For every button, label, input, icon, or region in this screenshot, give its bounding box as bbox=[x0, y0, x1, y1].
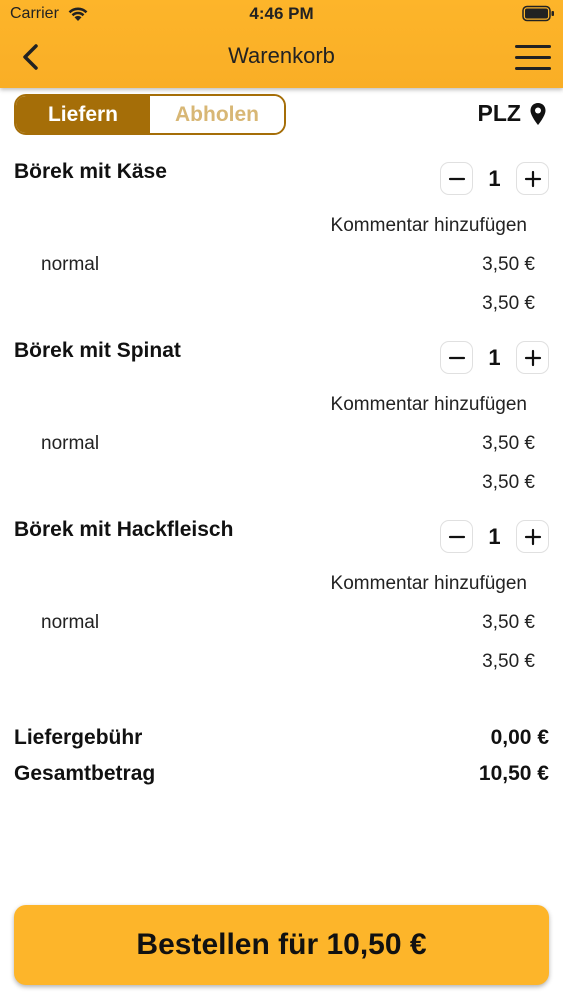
quantity-stepper bbox=[440, 520, 549, 553]
variant-price: 3,50 € bbox=[482, 433, 535, 454]
increase-button[interactable] bbox=[516, 162, 549, 195]
total-label: Gesamtbetrag bbox=[14, 762, 156, 785]
add-comment-link[interactable]: Kommentar hinzufügen bbox=[330, 573, 527, 594]
pickup-tab[interactable]: Abholen bbox=[150, 96, 284, 133]
delivery-mode-toggle bbox=[14, 94, 286, 135]
variant-price: 3,50 € bbox=[482, 254, 535, 275]
delivery-fee-value: 0,00 € bbox=[490, 726, 549, 749]
add-comment-link[interactable]: Kommentar hinzufügen bbox=[330, 215, 527, 236]
cart-item bbox=[0, 160, 563, 330]
status-time: 4:46 PM bbox=[249, 4, 314, 23]
plus-icon bbox=[524, 170, 542, 188]
minus-icon bbox=[448, 528, 466, 546]
decrease-button[interactable] bbox=[440, 341, 473, 374]
location-pin-icon bbox=[529, 102, 547, 126]
hamburger-icon bbox=[515, 45, 551, 48]
top-bar bbox=[0, 0, 563, 88]
item-total: 3,50 € bbox=[482, 472, 535, 493]
cart-item bbox=[0, 518, 563, 688]
item-variant: normal bbox=[41, 254, 100, 275]
quantity-value: 1 bbox=[488, 165, 501, 191]
order-button[interactable]: Bestellen für 10,50 € bbox=[14, 905, 549, 985]
quantity-stepper bbox=[440, 341, 549, 374]
delivery-fee-row bbox=[14, 726, 549, 750]
quantity-stepper bbox=[440, 162, 549, 195]
total-row bbox=[14, 762, 549, 786]
item-name: Börek mit Käse bbox=[14, 160, 167, 183]
item-total: 3,50 € bbox=[482, 293, 535, 314]
quantity-value: 1 bbox=[488, 523, 501, 549]
battery-icon bbox=[522, 5, 555, 22]
item-name: Börek mit Spinat bbox=[14, 339, 181, 362]
decrease-button[interactable] bbox=[440, 520, 473, 553]
plz-label: PLZ bbox=[477, 100, 521, 126]
increase-button[interactable] bbox=[516, 520, 549, 553]
cart-item bbox=[0, 339, 563, 509]
minus-icon bbox=[448, 349, 466, 367]
variant-price: 3,50 € bbox=[482, 612, 535, 633]
item-variant: normal bbox=[41, 433, 100, 454]
decrease-button[interactable] bbox=[440, 162, 473, 195]
item-name: Börek mit Hackfleisch bbox=[14, 518, 234, 541]
plus-icon bbox=[524, 528, 542, 546]
page-title: Warenkorb bbox=[228, 43, 335, 68]
plz-button[interactable] bbox=[478, 100, 547, 127]
item-total: 3,50 € bbox=[482, 651, 535, 672]
minus-icon bbox=[448, 170, 466, 188]
hamburger-icon bbox=[515, 56, 551, 59]
menu-button[interactable] bbox=[513, 42, 553, 74]
item-variant: normal bbox=[41, 612, 100, 633]
delivery-fee-label: Liefergebühr bbox=[14, 726, 143, 749]
deliver-tab[interactable]: Liefern bbox=[16, 96, 150, 133]
add-comment-link[interactable]: Kommentar hinzufügen bbox=[330, 394, 527, 415]
carrier-label: Carrier bbox=[10, 5, 59, 22]
quantity-value: 1 bbox=[488, 344, 501, 370]
total-value: 10,50 € bbox=[478, 762, 549, 785]
hamburger-icon bbox=[515, 67, 551, 70]
increase-button[interactable] bbox=[516, 341, 549, 374]
plus-icon bbox=[524, 349, 542, 367]
